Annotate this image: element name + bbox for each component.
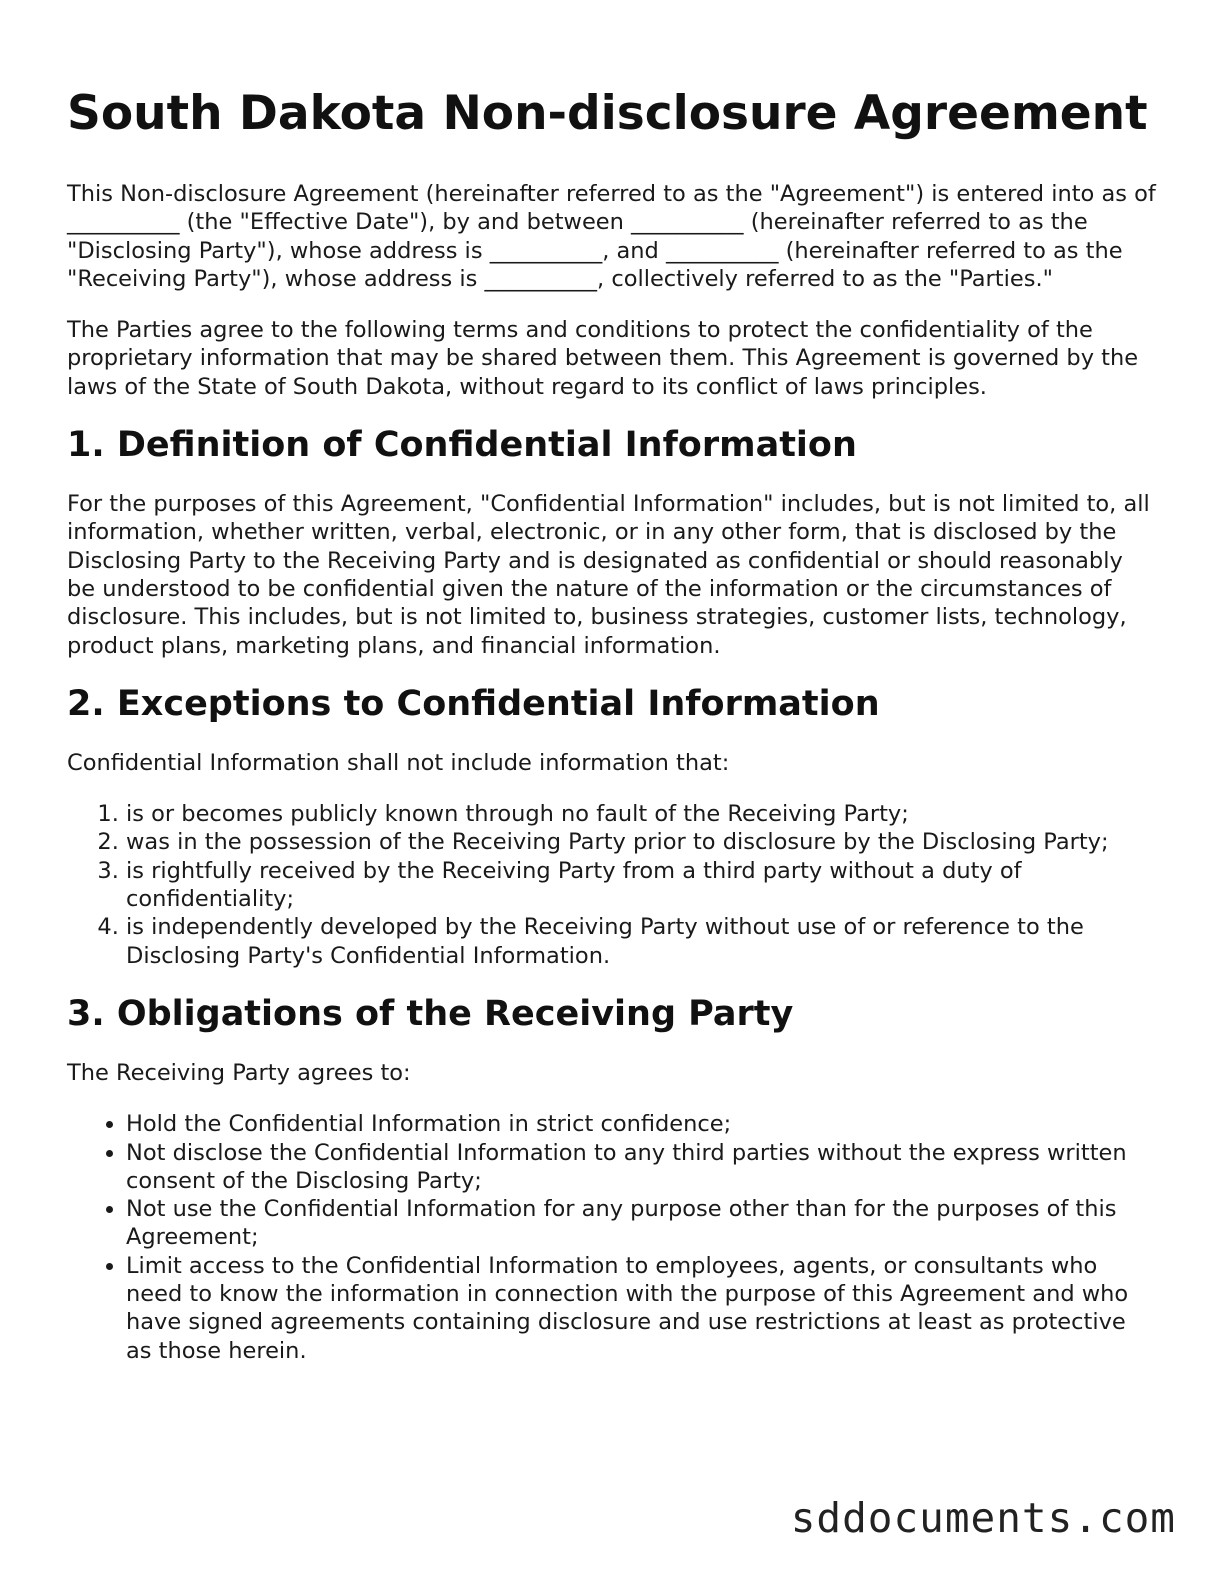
section-body: Confidential Information shall not include information that: (67, 749, 730, 776)
list-item: • Not disclose the Confidential Information to any third parties without the express written consent of the Disclosing Party; (126, 1139, 1157, 1196)
document-title: South Dakota Non-disclosure Agreement (67, 86, 1148, 141)
list-item: • Limit access to the Confidential Information to employees, agents, or consultants who need to know the information in connection with the purpose of this Agreement and who have signed agreements containing disclosure and use restrictions at least as protective as those herein. (126, 1252, 1157, 1365)
list-item: 2. was in the possession of the Receiving Party prior to disclosure by the Disclosing Party; (126, 828, 1157, 856)
preamble-paragraph: The Parties agree to the following terms and conditions to protect the confidentiality of the proprietary information that may be shared between them. This Agreement is governed by the laws of the State of South Dakota, without regard to its conflict of laws principles. (67, 317, 1139, 400)
site-watermark: sddocuments.com (790, 1494, 1176, 1542)
section-exceptions (67, 683, 1157, 970)
list-item: 4. is independently developed by the Receiving Party without use of or reference to the Disclosing Party's Confidential Information. (126, 913, 1157, 970)
list-item: • Not use the Confidential Information for any purpose other than for the purposes of this Agreement; (126, 1195, 1157, 1252)
section-obligations (67, 993, 1157, 1365)
section-heading: 2. Exceptions to Confidential Information (67, 683, 880, 724)
section-heading: 3. Obligations of the Receiving Party (67, 993, 794, 1034)
section-body: For the purposes of this Agreement, "Confidential Information" includes, but is not limited to, all information, whether written, verbal, electronic, or in any other form, that is disclosed by the Disclosing Party to the Receiving Party and is designated as confidential or should reasonably be understood to be confidential given the nature of the information or the circumstances of disclosure. This includes, but is not limited to, business strategies, customer lists, technology, product plans, marketing plans, and financial information. (67, 491, 1150, 659)
document-page (67, 86, 1157, 1388)
list-item: • Hold the Confidential Information in strict confidence; (126, 1110, 1157, 1138)
list-item: 1. is or becomes publicly known through no fault of the Receiving Party; (126, 800, 1157, 828)
obligations-list (67, 1110, 1157, 1365)
list-item: 3. is rightfully received by the Receiving Party from a third party without a duty of confidentiality; (126, 857, 1157, 914)
exceptions-list (67, 800, 1157, 970)
intro-paragraph: This Non-disclosure Agreement (hereinafter referred to as the "Agreement") is entered into as of __________ (the "Effective Date"), by and between __________ (hereinafter referred to as the "Disclosing Party"), whose address is __________, and __________ (hereinafter referred to as the "Receiving Party"), whose address is __________, collectively referred to as the "Parties." (67, 181, 1156, 292)
section-body: The Receiving Party agrees to: (67, 1059, 411, 1086)
section-definition (67, 424, 1157, 660)
section-heading: 1. Definition of Confidential Information (67, 425, 857, 466)
